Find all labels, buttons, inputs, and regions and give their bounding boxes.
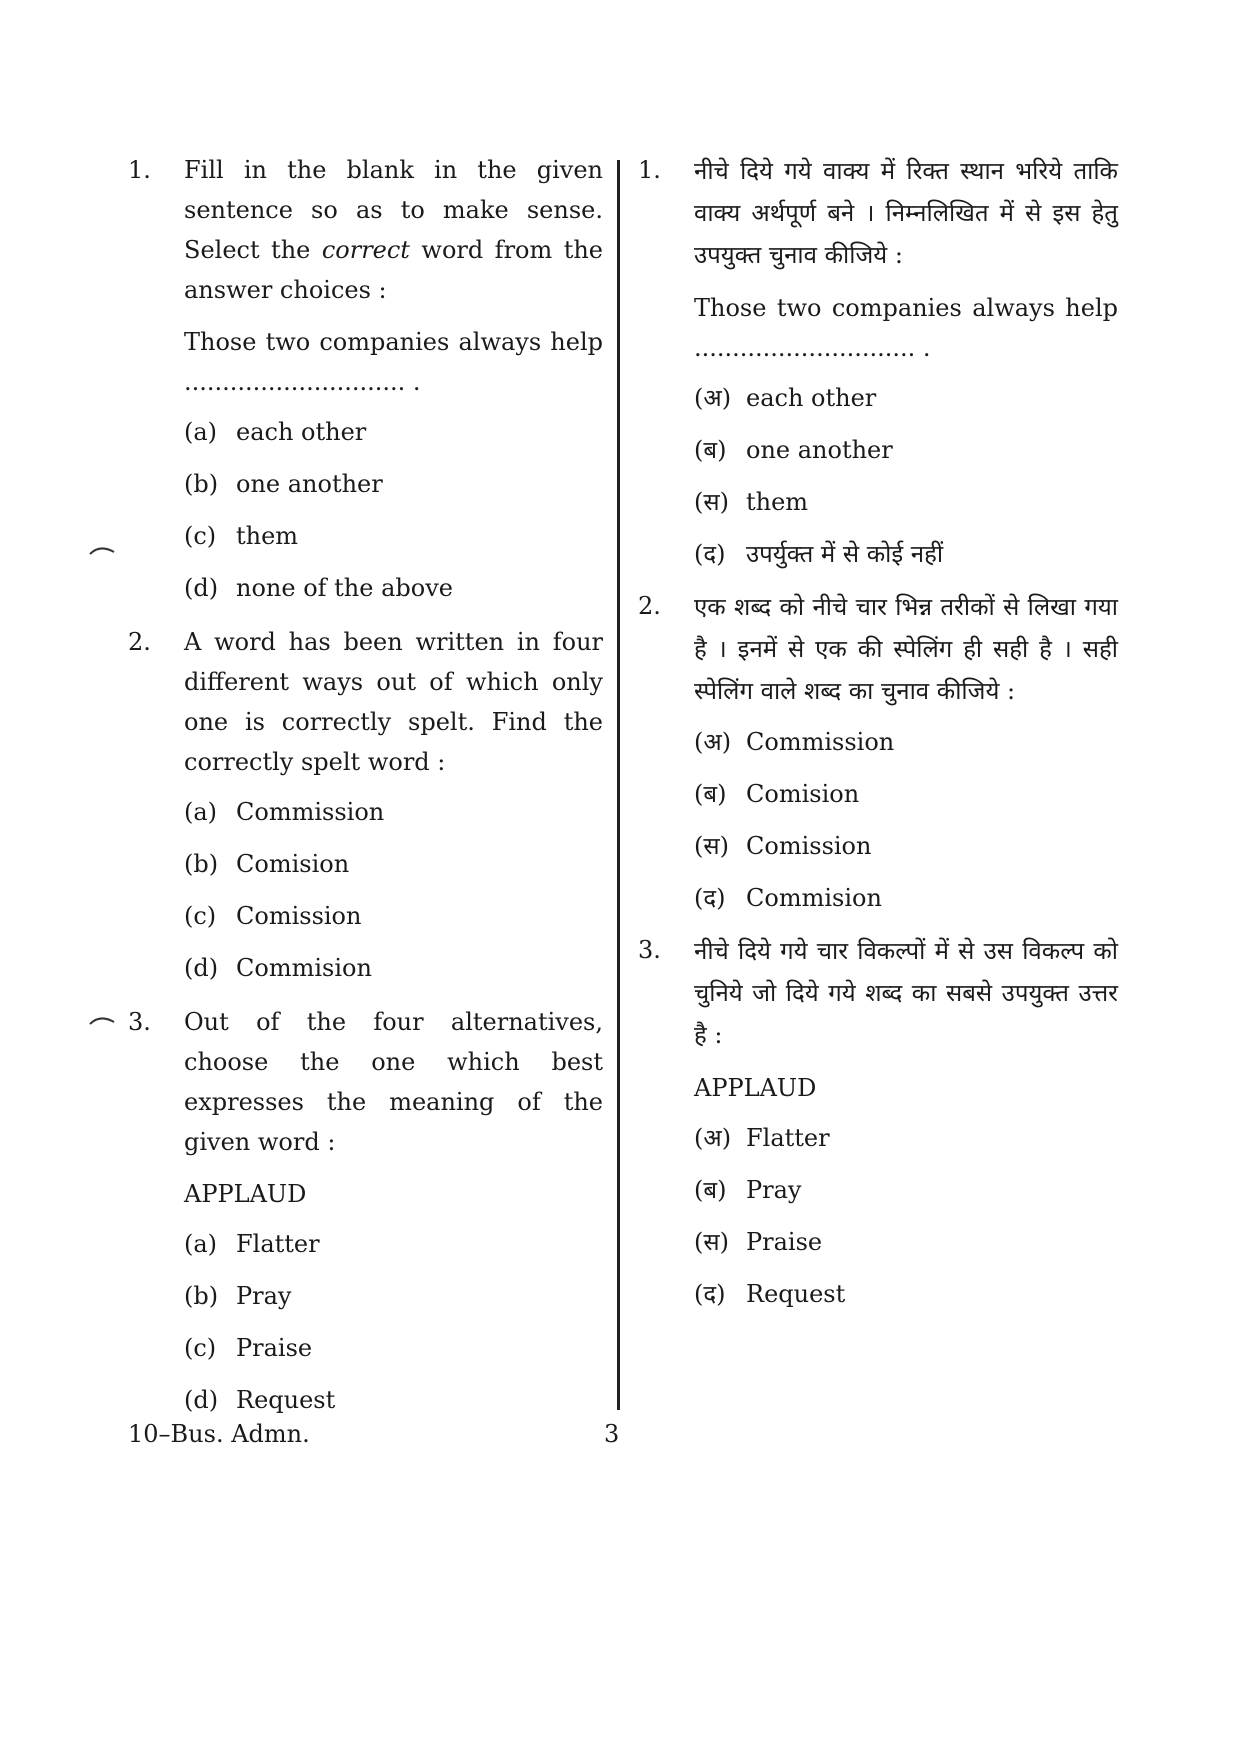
option-c: (स) Comission — [694, 832, 872, 860]
pen-mark-icon — [88, 544, 118, 556]
option-d: (द) उपर्युक्त में से कोई नहीं — [694, 540, 944, 568]
option-a: (अ) each other — [694, 384, 877, 412]
question-1-en — [128, 150, 603, 620]
option-b: (b) one another — [184, 470, 383, 498]
given-word: APPLAUD — [184, 1180, 307, 1208]
column-divider — [617, 160, 620, 1410]
option-c: (c) Comission — [184, 902, 362, 930]
option-a: (a) Flatter — [184, 1230, 320, 1258]
options-list — [694, 722, 1118, 930]
page-number: 3 — [604, 1420, 620, 1448]
option-b: (ब) Comision — [694, 780, 860, 808]
option-d: (द) Request — [694, 1280, 846, 1308]
option-c: (स) Praise — [694, 1228, 823, 1256]
blank-sentence: Those two companies always help ............................. . — [184, 328, 603, 396]
question-number: 1. — [638, 156, 661, 184]
option-b: (b) Pray — [184, 1282, 292, 1310]
blank-sentence: Those two companies always help ............................. . — [694, 294, 1118, 362]
given-word: APPLAUD — [694, 1074, 817, 1102]
question-number: 3. — [638, 936, 661, 964]
option-b: (ब) Pray — [694, 1176, 802, 1204]
option-a: (अ) Commission — [694, 728, 895, 756]
option-d: (द) Commision — [694, 884, 882, 912]
paper-code: 10–Bus. Admn. — [128, 1420, 310, 1448]
question-1-hi — [638, 150, 1118, 586]
pen-mark-icon — [88, 1014, 118, 1026]
hindi-column — [638, 150, 1118, 1326]
option-a: (अ) Flatter — [694, 1124, 830, 1152]
options-list — [184, 412, 603, 620]
options-list — [184, 1224, 603, 1432]
option-c: (c) Praise — [184, 1334, 313, 1362]
option-d: (d) none of the above — [184, 574, 453, 602]
question-2-hi — [638, 586, 1118, 930]
question-text: नीचे दिये गये वाक्य में रिक्त स्थान भरिये ताकि वाक्य अर्थपूर्ण बने । निम्नलिखित में से इस हेतु उपयुक्त चुनाव कीजिये : — [694, 157, 1118, 269]
question-number: 2. — [638, 592, 661, 620]
option-b: (ब) one another — [694, 436, 893, 464]
options-list — [184, 792, 603, 1000]
options-list — [694, 378, 1118, 586]
option-a: (a) Commission — [184, 798, 385, 826]
option-d: (d) Commision — [184, 954, 372, 982]
question-text: Fill in the blank in the given sentence so as to make sense. Select the correct word from the answer choices : — [184, 156, 604, 304]
question-text: नीचे दिये गये चार विकल्पों में से उस विकल्प को चुनिये जो दिये गये शब्द का सबसे उपयुक्त उत्तर है : — [694, 937, 1118, 1049]
option-c: (स) them — [694, 488, 809, 516]
question-text: A word has been written in four different ways out of which only one is correctly spelt. Find the correctly spelt word : — [184, 628, 603, 776]
question-number: 1. — [128, 156, 151, 184]
question-2-en — [128, 622, 603, 1000]
question-text: Out of the four alternatives, choose the one which best expresses the meaning of the given word : — [184, 1008, 603, 1156]
option-b: (b) Comision — [184, 850, 350, 878]
english-column — [128, 150, 603, 1432]
question-3-en — [128, 1002, 603, 1432]
options-list — [694, 1118, 1118, 1326]
question-number: 3. — [128, 1008, 151, 1036]
question-3-hi — [638, 930, 1118, 1326]
option-d: (d) Request — [184, 1386, 336, 1414]
option-c: (c) them — [184, 522, 299, 550]
question-number: 2. — [128, 628, 151, 656]
option-a: (a) each other — [184, 418, 367, 446]
question-text: एक शब्द को नीचे चार भिन्न तरीकों से लिखा गया है । इनमें से एक की स्पेलिंग ही सही है । सही स्पेलिंग वाले शब्द का चुनाव कीजिये : — [694, 593, 1118, 705]
